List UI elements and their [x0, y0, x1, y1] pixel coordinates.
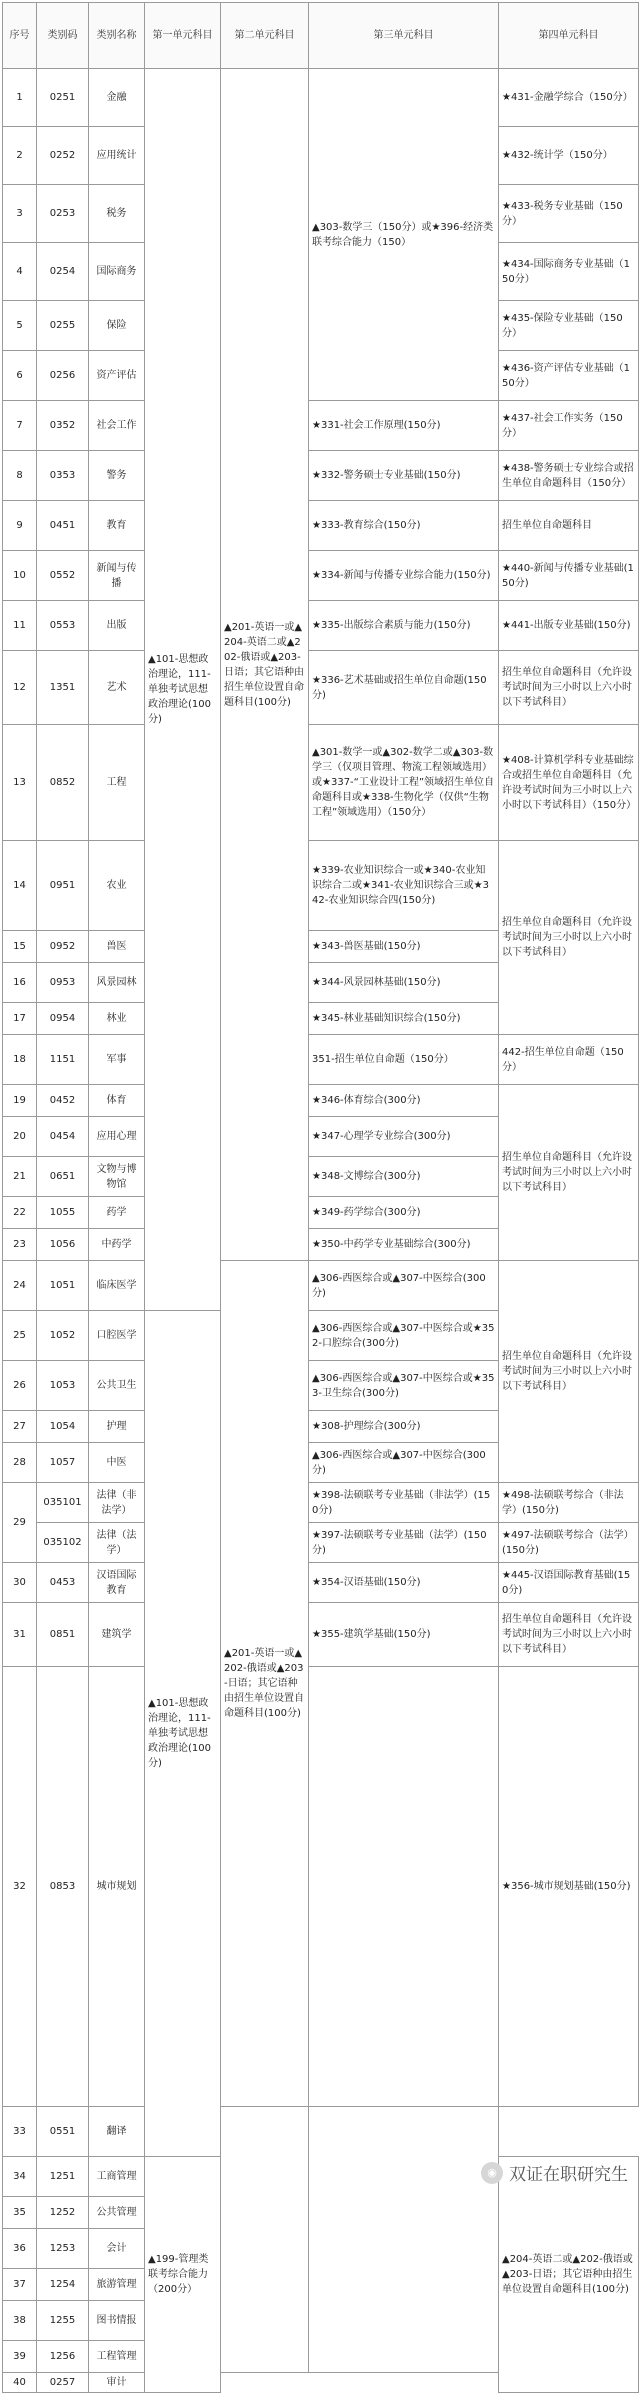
row-number: 28	[3, 1443, 37, 1483]
row-number: 25	[3, 1311, 37, 1361]
category-code: 0852	[37, 725, 89, 841]
category-code: 0954	[37, 1003, 89, 1035]
table-row	[3, 451, 639, 501]
category-code: 0353	[37, 451, 89, 501]
category-name: 警务	[89, 451, 145, 501]
category-code: 0454	[37, 1117, 89, 1157]
row-number: 38	[3, 2301, 37, 2341]
row-number: 5	[3, 301, 37, 351]
table-row	[3, 1523, 639, 1563]
row-number: 34	[3, 2157, 37, 2197]
row-number: 22	[3, 1197, 37, 1229]
category-code: 1252	[37, 2197, 89, 2229]
category-name: 资产评估	[89, 351, 145, 401]
unit2-subject: ▲201-英语一或▲202-俄语或▲203-日语；其它语种由招生单位设置自命题科目(100分)	[221, 1261, 309, 2107]
column-header: 类别码	[37, 3, 89, 69]
category-name: 文物与博物馆	[89, 1157, 145, 1197]
unit3-subject: ★355-建筑学基础(150分)	[309, 1603, 499, 1667]
category-name: 出版	[89, 601, 145, 651]
unit1-subject: ▲101-思想政治理论，111-单独考试思想政治理论(100分)	[145, 1311, 221, 2157]
unit4-subject: ★441-出版专业基础(150分)	[499, 601, 639, 651]
category-code: 0251	[37, 69, 89, 127]
unit4-subject: ★445-汉语国际教育基础(150分)	[499, 1563, 639, 1603]
watermark	[481, 2160, 628, 2185]
table-row	[3, 501, 639, 551]
exam-subjects-table	[2, 2, 639, 2393]
category-code: 0951	[37, 841, 89, 931]
unit4-subject: ★437-社会工作实务（150分）	[499, 401, 639, 451]
table-row	[3, 401, 639, 451]
category-code: 0853	[37, 1667, 89, 2107]
category-name: 工程	[89, 725, 145, 841]
unit3-subject: ★348-文博综合(300分)	[309, 1157, 499, 1197]
category-code: 0453	[37, 1563, 89, 1603]
category-code: 0451	[37, 501, 89, 551]
row-number: 21	[3, 1157, 37, 1197]
unit3-subject: ★354-汉语基础(150分)	[309, 1563, 499, 1603]
row-number: 40	[3, 2373, 37, 2393]
unit3-subject: 351-招生单位自命题（150分）	[309, 1035, 499, 1085]
unit4-subject: ★440-新闻与传播专业基础(150分)	[499, 551, 639, 601]
category-code: 1253	[37, 2229, 89, 2269]
category-code: 0952	[37, 931, 89, 963]
category-name: 汉语国际教育	[89, 1563, 145, 1603]
category-name: 法律（非法学）	[89, 1483, 145, 1523]
unit4-subject: 招生单位自命题科目（允许设考试时间为三小时以上六小时以下考试科目）	[499, 651, 639, 725]
row-number: 16	[3, 963, 37, 1003]
category-code: 0651	[37, 1157, 89, 1197]
category-name: 应用心理	[89, 1117, 145, 1157]
category-name: 兽医	[89, 931, 145, 963]
unit3-subject: ★334-新闻与传播专业综合能力(150分)	[309, 551, 499, 601]
category-name: 城市规划	[89, 1667, 145, 2107]
unit3-subject: ★333-教育综合(150分)	[309, 501, 499, 551]
row-number: 39	[3, 2341, 37, 2373]
category-name: 工程管理	[89, 2341, 145, 2373]
column-header: 第四单元科目	[499, 3, 639, 69]
category-code: 1056	[37, 1229, 89, 1261]
unit4-subject: ★431-金融学综合（150分）	[499, 69, 639, 127]
unit2-subject: ▲201-英语一或▲204-英语二或▲202-俄语或▲203-日语；其它语种由招生单位设置自命题科目(100分)	[221, 69, 309, 1261]
unit4-subject: ★408-计算机学科专业基础综合或招生单位自命题科目（允许设考试时间为三小时以上六小时以下考试科目）（150分）	[499, 725, 639, 841]
unit4-subject: ★434-国际商务专业基础（150分）	[499, 243, 639, 301]
category-code: 1051	[37, 1261, 89, 1311]
row-number: 12	[3, 651, 37, 725]
row-number: 20	[3, 1117, 37, 1157]
category-name: 林业	[89, 1003, 145, 1035]
row-number: 27	[3, 1411, 37, 1443]
category-name: 审计	[89, 2373, 145, 2393]
row-number: 17	[3, 1003, 37, 1035]
table-row	[3, 1261, 639, 1311]
category-code: 0851	[37, 1603, 89, 1667]
category-name: 保险	[89, 301, 145, 351]
row-number: 33	[3, 2107, 37, 2157]
table-row	[3, 1603, 639, 1667]
row-number: 37	[3, 2269, 37, 2301]
unit4-subject: 442-招生单位自命题（150分）	[499, 1035, 639, 1085]
category-code: 1351	[37, 651, 89, 725]
row-number: 30	[3, 1563, 37, 1603]
table-row	[3, 1563, 639, 1603]
column-header: 第二单元科目	[221, 3, 309, 69]
row-number: 10	[3, 551, 37, 601]
category-name: 风景园林	[89, 963, 145, 1003]
category-code: 0552	[37, 551, 89, 601]
row-number: 11	[3, 601, 37, 651]
row-number: 23	[3, 1229, 37, 1261]
category-name: 新闻与传播	[89, 551, 145, 601]
unit3-subject: ★332-警务硕士专业基础(150分)	[309, 451, 499, 501]
row-number: 36	[3, 2229, 37, 2269]
column-header: 第一单元科目	[145, 3, 221, 69]
row-number: 14	[3, 841, 37, 931]
unit3-subject: ★345-林业基础知识综合(150分)	[309, 1003, 499, 1035]
unit3-subject: ★349-药学综合(300分)	[309, 1197, 499, 1229]
category-name: 翻译	[89, 2107, 145, 2157]
unit3-subject: ★398-法硕联考专业基础（非法学）(150分)	[309, 1483, 499, 1523]
column-header: 序号	[3, 3, 37, 69]
table-row	[3, 1483, 639, 1523]
table-row	[3, 551, 639, 601]
category-code: 035101	[37, 1483, 89, 1523]
category-name: 护理	[89, 1411, 145, 1443]
unit4-subject: 招生单位自命题科目（允许设考试时间为三小时以上六小时以下考试科目）	[499, 841, 639, 1035]
unit3-subject: ★308-护理综合(300分)	[309, 1411, 499, 1443]
table-row	[3, 601, 639, 651]
category-name: 建筑学	[89, 1603, 145, 1667]
unit3-subject: ★356-城市规划基础(150分)	[499, 1667, 639, 2107]
category-name: 农业	[89, 841, 145, 931]
category-name: 口腔医学	[89, 1311, 145, 1361]
unit4-subject	[309, 2107, 499, 2373]
unit3-subject: ★344-风景园林基础(150分)	[309, 963, 499, 1003]
table-row	[3, 1085, 639, 1117]
row-number: 6	[3, 351, 37, 401]
table-row	[3, 2107, 639, 2157]
category-code: 0253	[37, 185, 89, 243]
unit3-subject: ★343-兽医基础(150分)	[309, 931, 499, 963]
unit4-subject: ★498-法硕联考综合（非法学）(150分)	[499, 1483, 639, 1523]
unit4-subject: 招生单位自命题科目（允许设考试时间为三小时以上六小时以下考试科目）	[499, 1085, 639, 1261]
unit3-subject: ★350-中药学专业基础综合(300分)	[309, 1229, 499, 1261]
unit3-subject: ★397-法硕联考专业基础（法学）(150分)	[309, 1523, 499, 1563]
category-name: 工商管理	[89, 2157, 145, 2197]
unit3-subject: ★339-农业知识综合一或★340-农业知识综合二或★341-农业知识综合三或★342-农业知识综合四(150分)	[309, 841, 499, 931]
row-number: 7	[3, 401, 37, 451]
unit3-subject	[221, 2107, 309, 2373]
row-number: 35	[3, 2197, 37, 2229]
category-code: 1053	[37, 1361, 89, 1411]
category-name: 国际商务	[89, 243, 145, 301]
category-name: 体育	[89, 1085, 145, 1117]
category-name: 法律（法学）	[89, 1523, 145, 1563]
category-code: 0452	[37, 1085, 89, 1117]
category-name: 会计	[89, 2229, 145, 2269]
category-code: 1251	[37, 2157, 89, 2197]
category-code: 0254	[37, 243, 89, 301]
category-name: 税务	[89, 185, 145, 243]
category-name: 图书情报	[89, 2301, 145, 2341]
unit3-subject: ★346-体育综合(300分)	[309, 1085, 499, 1117]
unit3-subject: ▲306-西医综合或▲307-中医综合(300分)	[309, 1261, 499, 1311]
unit4-subject: 招生单位自命题科目（允许设考试时间为三小时以上六小时以下考试科目）	[499, 1261, 639, 1483]
category-name: 应用统计	[89, 127, 145, 185]
category-name: 临床医学	[89, 1261, 145, 1311]
unit3-subject: ★331-社会工作原理(150分)	[309, 401, 499, 451]
table-row	[3, 725, 639, 841]
unit4-subject: ★497-法硕联考综合（法学）(150分)	[499, 1523, 639, 1563]
row-number: 4	[3, 243, 37, 301]
unit4-subject: ★436-资产评估专业基础（150分）	[499, 351, 639, 401]
category-code: 1054	[37, 1411, 89, 1443]
category-name: 中医	[89, 1443, 145, 1483]
table-row	[3, 69, 639, 127]
category-code: 0252	[37, 127, 89, 185]
row-number: 2	[3, 127, 37, 185]
category-code: 0257	[37, 2373, 89, 2393]
category-code: 1255	[37, 2301, 89, 2341]
category-name: 金融	[89, 69, 145, 127]
row-number: 9	[3, 501, 37, 551]
unit4-subject: ★438-警务硕士专业综合或招生单位自命题科目（150分）	[499, 451, 639, 501]
unit1-subject: ▲199-管理类联考综合能力（200分）	[145, 2157, 221, 2393]
category-code: 0953	[37, 963, 89, 1003]
unit1-subject: ▲101-思想政治理论，111-单独考试思想政治理论(100分)	[145, 69, 221, 1311]
category-code: 1057	[37, 1443, 89, 1483]
category-code: 035102	[37, 1523, 89, 1563]
unit4-subject: 招生单位自命题科目（允许设考试时间为三小时以上六小时以下考试科目）	[499, 1603, 639, 1667]
category-code: 0553	[37, 601, 89, 651]
unit4-subject: 招生单位自命题科目	[499, 501, 639, 551]
row-number: 3	[3, 185, 37, 243]
table-row	[3, 1667, 639, 2107]
unit4-subject: ★432-统计学（150分）	[499, 127, 639, 185]
category-name: 军事	[89, 1035, 145, 1085]
category-code: 0256	[37, 351, 89, 401]
category-code: 1256	[37, 2341, 89, 2373]
row-number: 8	[3, 451, 37, 501]
row-number: 31	[3, 1603, 37, 1667]
row-number: 29	[3, 1483, 37, 1563]
unit4-subject: ★435-保险专业基础（150分）	[499, 301, 639, 351]
category-code: 1055	[37, 1197, 89, 1229]
row-number: 13	[3, 725, 37, 841]
column-header: 第三单元科目	[309, 3, 499, 69]
row-number: 1	[3, 69, 37, 127]
category-code: 1052	[37, 1311, 89, 1361]
column-header: 类别名称	[89, 3, 145, 69]
category-name: 公共卫生	[89, 1361, 145, 1411]
unit2-subject: ▲204-英语二或▲202-俄语或▲203-日语；其它语种由招生单位设置自命题科目(100分)	[499, 2157, 639, 2393]
wechat-icon: ◉	[481, 2162, 503, 2184]
category-code: 0255	[37, 301, 89, 351]
header-row	[3, 3, 639, 69]
watermark-text: 双证在职研究生	[509, 2165, 628, 2185]
unit3-subject: ▲301-数学一或▲302-数学二或▲303-数学三（仅项目管理、物流工程领域选用）或★337-“工业设计工程”领域招生单位自命题科目或★338-生物化学（仅供“生物工程”领域选用）（150分）	[309, 725, 499, 841]
row-number: 32	[3, 1667, 37, 2107]
unit3-subject: ▲306-西医综合或▲307-中医综合或★353-卫生综合(300分)	[309, 1361, 499, 1411]
row-number: 24	[3, 1261, 37, 1311]
unit3-subject: ★336-艺术基础或招生单位自命题(150分)	[309, 651, 499, 725]
category-name: 中药学	[89, 1229, 145, 1261]
unit3-subject: ▲306-西医综合或▲307-中医综合或★352-口腔综合(300分)	[309, 1311, 499, 1361]
category-name: 公共管理	[89, 2197, 145, 2229]
table-row	[3, 841, 639, 931]
category-name: 社会工作	[89, 401, 145, 451]
unit3-subject: ▲303-数学三（150分）或★396-经济类联考综合能力（150）	[309, 69, 499, 401]
row-number: 18	[3, 1035, 37, 1085]
category-code: 1254	[37, 2269, 89, 2301]
row-number: 26	[3, 1361, 37, 1411]
unit3-subject: ▲306-西医综合或▲307-中医综合(300分)	[309, 1443, 499, 1483]
category-name: 旅游管理	[89, 2269, 145, 2301]
category-code: 0551	[37, 2107, 89, 2157]
table-row	[3, 651, 639, 725]
row-number: 19	[3, 1085, 37, 1117]
row-number: 15	[3, 931, 37, 963]
unit2-subject	[309, 1667, 499, 2107]
category-code: 0352	[37, 401, 89, 451]
table-row	[3, 1035, 639, 1085]
unit4-subject: ★433-税务专业基础（150分）	[499, 185, 639, 243]
category-name: 药学	[89, 1197, 145, 1229]
category-code: 1151	[37, 1035, 89, 1085]
category-name: 艺术	[89, 651, 145, 725]
unit3-subject: ★335-出版综合素质与能力(150分)	[309, 601, 499, 651]
unit3-subject: ★347-心理学专业综合(300分)	[309, 1117, 499, 1157]
category-name: 教育	[89, 501, 145, 551]
